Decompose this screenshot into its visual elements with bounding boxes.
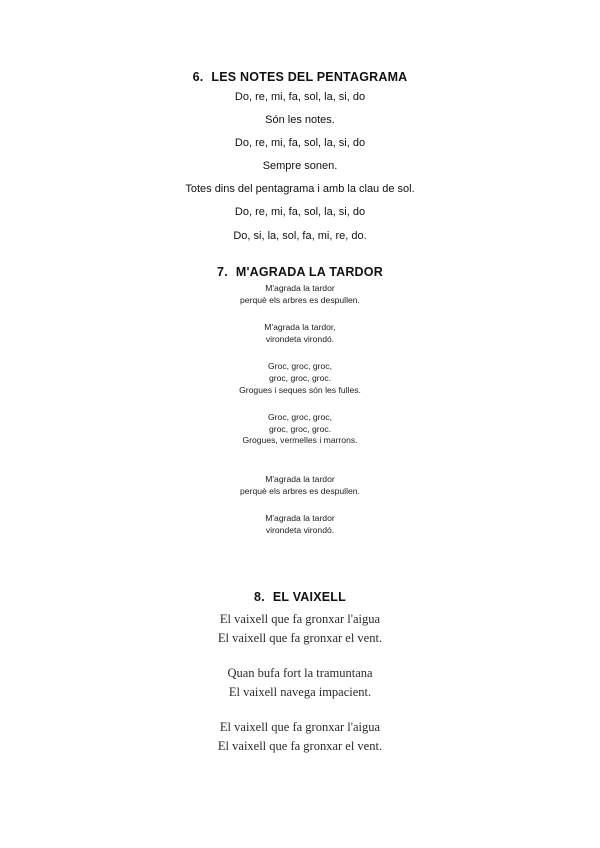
song-title [0,265,600,279]
lyric-line: Do, re, mi, fa, sol, la, si, do [234,206,366,219]
lyric-line: El vaixell que fa gronxar el vent. [217,739,383,753]
lyric-line: Són les notes. [265,114,335,127]
stanza [0,664,600,702]
lyric-line: virondeta virondó. [265,333,335,344]
stanza [0,718,600,756]
lyric-line: El vaixell que fa gronxar l'aigua [219,720,381,734]
lyric-line: Totes dins del pentagrama i amb la clau de sol. [185,183,415,196]
stanza [0,412,600,447]
stanza [0,474,600,497]
lyric-line: groc, groc, groc. [268,423,332,434]
lyric-line: Grogues i seques són les fulles. [239,384,361,395]
song-title [0,590,600,604]
lyric-line: El vaixell navega impacient. [228,685,372,699]
song-number: 8. [254,590,265,604]
lyric-line: Grogues, vermelles i marrons. [242,435,358,446]
lyric-line: M'agrada la tardor, [264,322,336,333]
stanza [0,610,600,648]
song-el-vaixell [0,590,600,772]
lyric-line: El vaixell que fa gronxar l'aigua [219,612,381,626]
lyric-line: Groc, groc, groc, [268,361,332,372]
lyric-line: Do, re, mi, fa, sol, la, si, do [234,137,366,150]
lyric-line: virondeta virondó. [265,524,335,535]
song-title [0,70,600,84]
song-number: 7. [217,265,228,279]
song-title-text: M'AGRADA LA TARDOR [235,265,383,279]
song-title-text: LES NOTES DEL PENTAGRAMA [211,70,408,84]
lyric-line: Quan bufa fort la tramuntana [227,666,373,680]
stanza [0,322,600,345]
lyric-line: M'agrada la tardor [265,473,335,484]
song-title-text: EL VAIXELL [272,590,346,604]
lyric-line: Groc, groc, groc, [268,412,332,423]
lyric-line: groc, groc, groc. [268,372,332,383]
lyric-line: perquè els arbres es despullen. [240,294,360,305]
lyric-line: perquè els arbres es despullen. [240,485,360,496]
stanza [0,283,600,306]
song-number: 6. [192,70,204,84]
lyric-line: Do, re, mi, fa, sol, la, si, do [234,91,366,103]
song-les-notes-del-pentagrama [0,70,600,248]
lyric-line: Do, si, la, sol, fa, mi, re, do. [233,229,367,242]
stanza [0,361,600,396]
stanza [0,513,600,536]
lyric-line: El vaixell que fa gronxar el vent. [217,631,383,645]
lyric-line: M'agrada la tardor [265,513,335,524]
song-magrada-la-tardor [0,265,600,552]
lyric-line: Sempre sonen. [262,160,338,173]
lyric-line: M'agrada la tardor [265,283,335,293]
